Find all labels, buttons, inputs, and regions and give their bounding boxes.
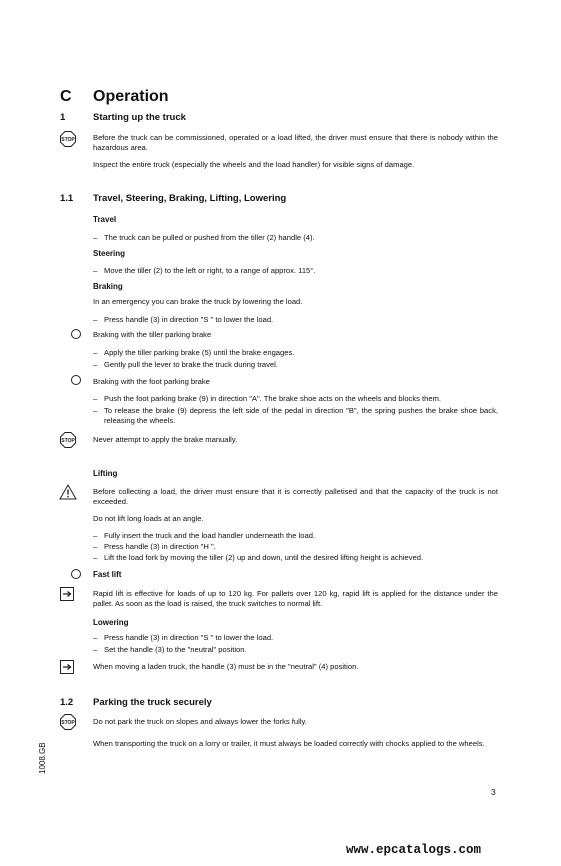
bullet-dash: – — [93, 315, 98, 324]
option-circle-icon — [71, 569, 81, 579]
lifting-paragraph-2: Do not lift long loads at an angle. — [93, 514, 204, 523]
bullet-dash: – — [93, 406, 98, 415]
watermark: www.epcatalogs.com — [346, 843, 482, 857]
bullet-dash: – — [93, 633, 98, 642]
bullet-dash: – — [93, 394, 98, 403]
braking-heading: Braking — [93, 282, 123, 291]
lifting-heading: Lifting — [93, 469, 118, 478]
foot-brake-heading: Braking with the foot parking brake — [93, 377, 210, 386]
note-arrow-icon — [60, 587, 74, 601]
lowering-item-1: Press handle (3) in direction "S " to lower the load. — [104, 633, 274, 642]
section-1-1-title: Travel, Steering, Braking, Lifting, Lowering — [93, 193, 287, 204]
bullet-dash: – — [93, 645, 98, 654]
braking-item-1: Press handle (3) in direction "S " to lower the load. — [104, 315, 274, 324]
page-number: 3 — [491, 787, 496, 797]
section-1-title: Starting up the truck — [93, 112, 186, 123]
travel-item-1: The truck can be pulled or pushed from the tiller (2) handle (4). — [104, 233, 315, 242]
travel-heading: Travel — [93, 215, 117, 224]
lifting-paragraph-1: Before collecting a load, the driver must ensure that it is correctly palletised and that the capacity of the truck is not exceeded. — [93, 487, 498, 506]
note-arrow-icon — [60, 660, 74, 674]
svg-text:STOP: STOP — [61, 720, 75, 726]
section-1-2-title: Parking the truck securely — [93, 697, 212, 708]
svg-text:STOP: STOP — [61, 438, 75, 444]
fast-lift-heading: Fast lift — [93, 570, 122, 579]
stop-sign-icon — [60, 714, 76, 730]
lifting-item-1: Fully insert the truck and the load handler underneath the load. — [104, 531, 316, 540]
tiller-brake-item-1: Apply the tiller parking brake (5) until the brake engages. — [104, 348, 295, 357]
bullet-dash: – — [93, 233, 98, 242]
bullet-dash: – — [93, 348, 98, 357]
section-1-paragraph-1: Before the truck can be commissioned, operated or a load lifted, the driver must ensure that there is nobody within the hazardous area. — [93, 133, 498, 152]
section-1-2-paragraph-1: Do not park the truck on slopes and always lower the forks fully. — [93, 717, 307, 726]
section-1-2-paragraph-2: When transporting the truck on a lorry or trailer, it must always be loaded correctly with chocks applied to the wheels. — [93, 739, 485, 748]
section-1-paragraph-2: Inspect the entire truck (especially the wheels and the load handler) for visible signs of damage. — [93, 160, 415, 169]
option-circle-icon — [71, 329, 81, 339]
steering-heading: Steering — [93, 249, 126, 258]
lifting-item-2: Press handle (3) in direction "H ". — [104, 542, 216, 551]
svg-text:STOP: STOP — [61, 137, 75, 143]
section-1-1-number: 1.1 — [60, 193, 74, 204]
foot-brake-item-1: Push the foot parking brake (9) in direction "A". The brake shoe acts on the wheels and blocks them. — [104, 394, 442, 403]
tiller-brake-heading: Braking with the tiller parking brake — [93, 330, 212, 339]
warning-triangle-icon — [59, 484, 77, 500]
lowering-heading: Lowering — [93, 618, 129, 627]
document-code: 1008.GB — [38, 742, 47, 774]
section-1-2-number: 1.2 — [60, 697, 74, 708]
braking-paragraph: In an emergency you can brake the truck by lowering the load. — [93, 297, 303, 306]
stop-sign-icon — [60, 432, 76, 448]
foot-brake-item-2: To release the brake (9) depress the left side of the pedal in direction "B", the spring pushes the brake shoe back, releasing the wheels. — [104, 406, 498, 425]
bullet-dash: – — [93, 553, 98, 562]
lowering-item-2: Set the handle (3) to the "neutral" position. — [104, 645, 247, 654]
tiller-brake-item-2: Gently pull the lever to brake the truck during travel. — [104, 360, 278, 369]
chapter-letter: C — [60, 88, 72, 105]
lowering-note: When moving a laden truck, the handle (3) must be in the "neutral" (4) position. — [93, 662, 359, 671]
lifting-item-3: Lift the load fork by moving the tiller (2) up and down, until the desired lifting height is achieved. — [104, 553, 424, 562]
brake-warning: Never attempt to apply the brake manually. — [93, 435, 238, 444]
stop-sign-icon — [60, 131, 76, 147]
option-circle-icon — [71, 375, 81, 385]
bullet-dash: – — [93, 542, 98, 551]
chapter-title: Operation — [93, 88, 169, 105]
section-1-number: 1 — [60, 112, 66, 123]
fast-lift-paragraph: Rapid lift is effective for loads of up to 120 kg. For pallets over 120 kg, rapid lift is applied for the distance under the pallet. As soon as the load is raised, the truck switches to normal lift. — [93, 589, 498, 608]
bullet-dash: – — [93, 360, 98, 369]
steering-item-1: Move the tiller (2) to the left or right, to a range of approx. 115°. — [104, 266, 316, 275]
bullet-dash: – — [93, 266, 98, 275]
bullet-dash: – — [93, 531, 98, 540]
